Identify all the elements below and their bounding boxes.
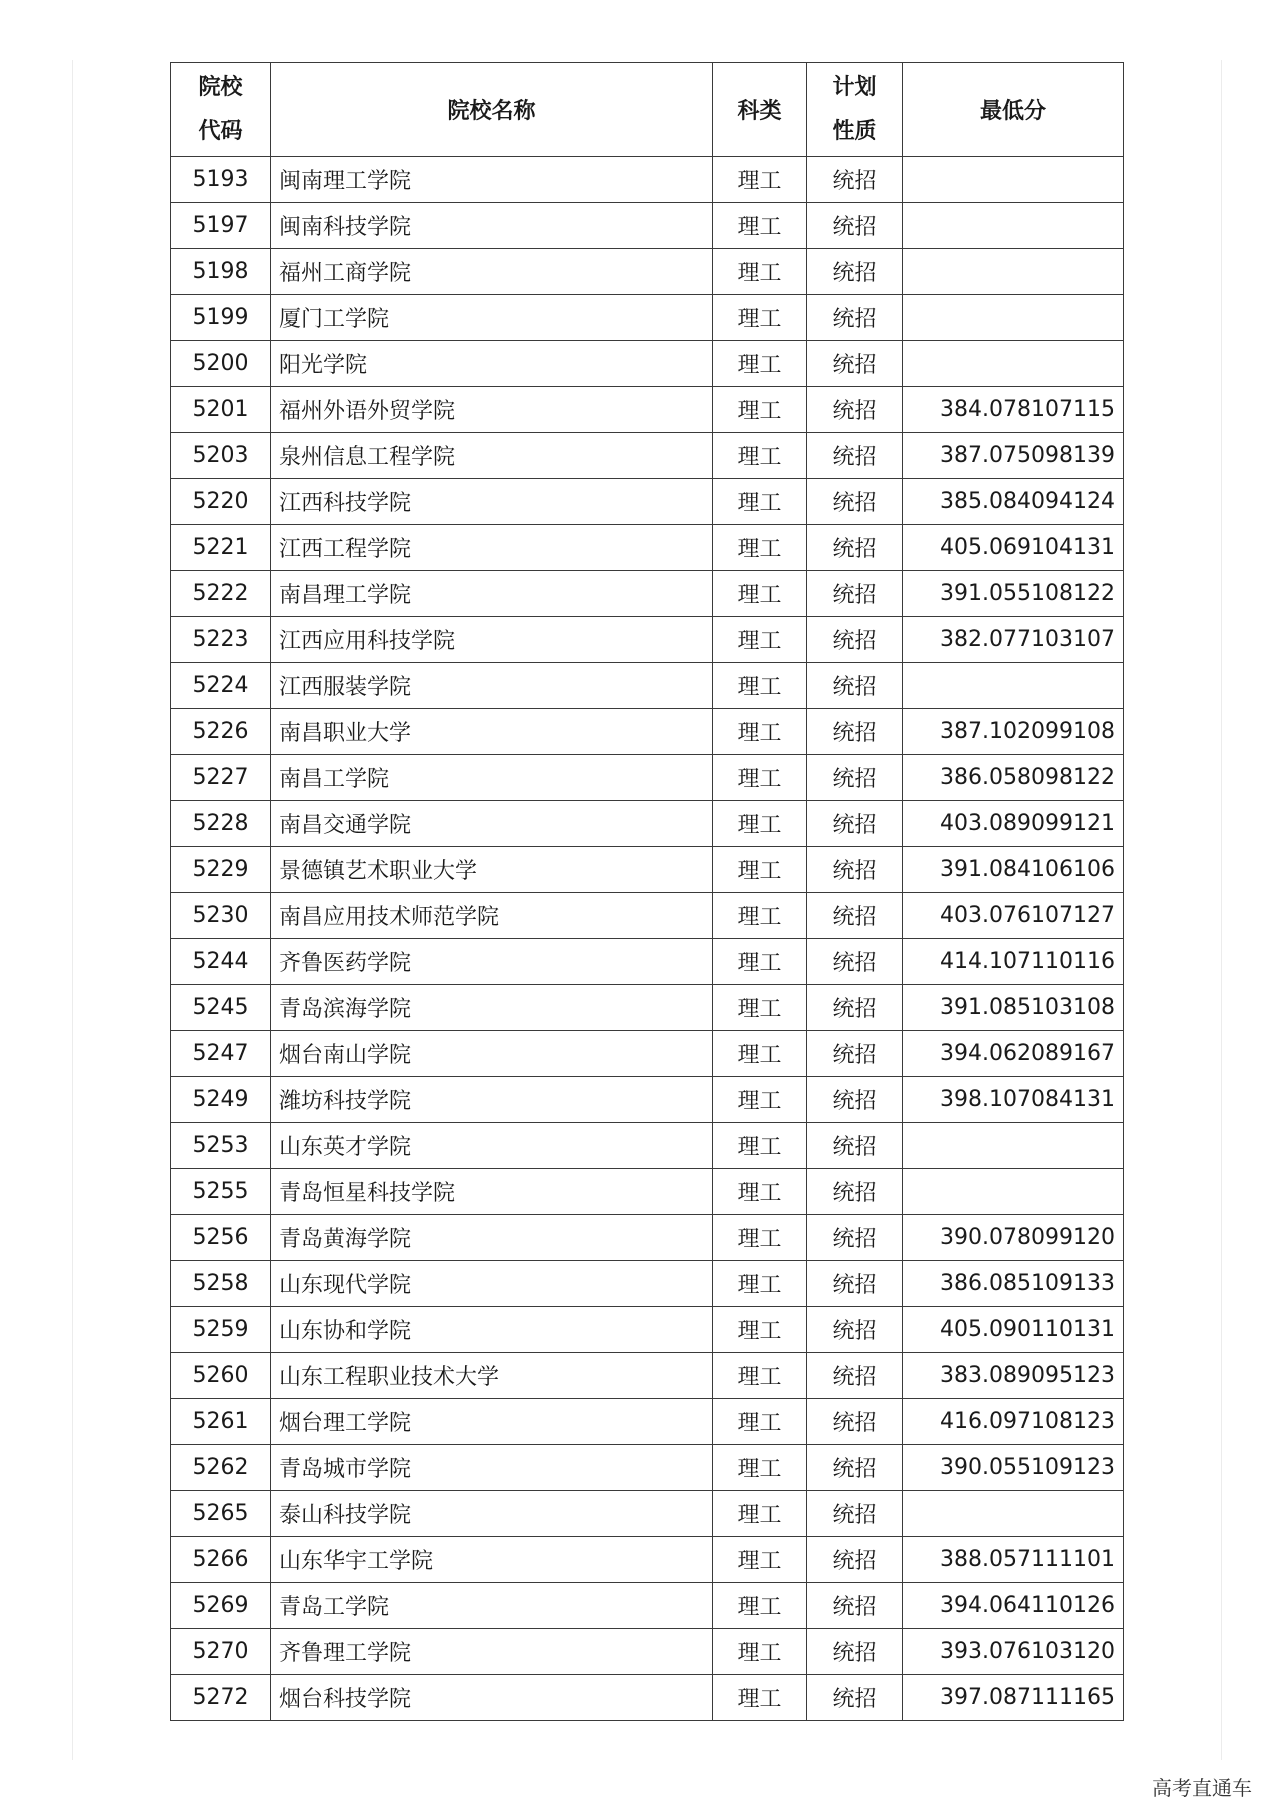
school-code-cell: 5221 (171, 525, 271, 571)
min-score-cell: 386.085109133 (903, 1261, 1124, 1307)
school-name-cell: 青岛滨海学院 (271, 985, 713, 1031)
plan-type-cell: 统招 (807, 617, 903, 663)
school-name-cell: 南昌理工学院 (271, 571, 713, 617)
category-cell: 理工 (713, 663, 807, 709)
min-score-cell (903, 1491, 1124, 1537)
school-code-cell: 5230 (171, 893, 271, 939)
school-name-cell: 江西科技学院 (271, 479, 713, 525)
school-name-cell: 南昌工学院 (271, 755, 713, 801)
table-row (171, 157, 1124, 203)
plan-type-cell: 统招 (807, 203, 903, 249)
school-code-cell: 5247 (171, 1031, 271, 1077)
min-score-cell: 390.078099120 (903, 1215, 1124, 1261)
table-row (171, 1307, 1124, 1353)
plan-type-cell: 统招 (807, 1399, 903, 1445)
plan-type-cell: 统招 (807, 847, 903, 893)
category-cell: 理工 (713, 985, 807, 1031)
category-cell: 理工 (713, 341, 807, 387)
school-name-cell: 闽南科技学院 (271, 203, 713, 249)
plan-type-cell: 统招 (807, 571, 903, 617)
school-name-cell: 齐鲁理工学院 (271, 1629, 713, 1675)
min-score-cell: 390.055109123 (903, 1445, 1124, 1491)
plan-type-cell: 统招 (807, 387, 903, 433)
plan-type-cell: 统招 (807, 1675, 903, 1721)
min-score-cell: 391.085103108 (903, 985, 1124, 1031)
category-cell: 理工 (713, 709, 807, 755)
school-name-cell: 泰山科技学院 (271, 1491, 713, 1537)
plan-type-cell: 统招 (807, 525, 903, 571)
school-code-cell: 5229 (171, 847, 271, 893)
category-cell: 理工 (713, 571, 807, 617)
plan-type-cell: 统招 (807, 1215, 903, 1261)
plan-type-cell: 统招 (807, 1491, 903, 1537)
category-cell: 理工 (713, 525, 807, 571)
min-score-cell (903, 295, 1124, 341)
min-score-cell: 398.107084131 (903, 1077, 1124, 1123)
table-row (171, 1445, 1124, 1491)
category-cell: 理工 (713, 1307, 807, 1353)
school-name-cell: 江西服装学院 (271, 663, 713, 709)
school-code-cell: 5249 (171, 1077, 271, 1123)
plan-type-cell: 统招 (807, 1169, 903, 1215)
school-name-cell: 景德镇艺术职业大学 (271, 847, 713, 893)
min-score-cell (903, 341, 1124, 387)
school-name-cell: 江西工程学院 (271, 525, 713, 571)
category-cell: 理工 (713, 433, 807, 479)
school-code-cell: 5220 (171, 479, 271, 525)
school-name-cell: 闽南理工学院 (271, 157, 713, 203)
min-score-cell: 388.057111101 (903, 1537, 1124, 1583)
school-code-cell: 5198 (171, 249, 271, 295)
school-name-cell: 山东工程职业技术大学 (271, 1353, 713, 1399)
school-code-cell: 5253 (171, 1123, 271, 1169)
category-cell: 理工 (713, 801, 807, 847)
table-row (171, 893, 1124, 939)
school-name-cell: 山东英才学院 (271, 1123, 713, 1169)
school-code-cell: 5255 (171, 1169, 271, 1215)
plan-type-cell: 统招 (807, 1307, 903, 1353)
min-score-cell: 414.107110116 (903, 939, 1124, 985)
min-score-cell: 383.089095123 (903, 1353, 1124, 1399)
plan-type-cell: 统招 (807, 433, 903, 479)
school-name-cell: 南昌交通学院 (271, 801, 713, 847)
category-cell: 理工 (713, 1399, 807, 1445)
table-row (171, 663, 1124, 709)
category-cell: 理工 (713, 893, 807, 939)
school-code-cell: 5199 (171, 295, 271, 341)
category-cell: 理工 (713, 295, 807, 341)
school-code-cell: 5226 (171, 709, 271, 755)
table-row (171, 1675, 1124, 1721)
min-score-cell: 405.090110131 (903, 1307, 1124, 1353)
min-score-cell: 391.055108122 (903, 571, 1124, 617)
school-name-cell: 山东现代学院 (271, 1261, 713, 1307)
category-cell: 理工 (713, 755, 807, 801)
table-row (171, 525, 1124, 571)
table-row (171, 387, 1124, 433)
school-code-cell: 5244 (171, 939, 271, 985)
school-name-cell: 烟台南山学院 (271, 1031, 713, 1077)
school-name-cell: 烟台科技学院 (271, 1675, 713, 1721)
min-score-cell: 385.084094124 (903, 479, 1124, 525)
school-code-cell: 5265 (171, 1491, 271, 1537)
header-min-score: 最低分 (903, 63, 1124, 157)
table-row (171, 985, 1124, 1031)
school-name-cell: 山东协和学院 (271, 1307, 713, 1353)
school-code-cell: 5259 (171, 1307, 271, 1353)
plan-type-cell: 统招 (807, 1583, 903, 1629)
page-margin-left (72, 60, 73, 1760)
table-row (171, 1629, 1124, 1675)
school-name-cell: 南昌职业大学 (271, 709, 713, 755)
table-row (171, 847, 1124, 893)
table-row (171, 1169, 1124, 1215)
school-name-cell: 阳光学院 (271, 341, 713, 387)
min-score-cell: 386.058098122 (903, 755, 1124, 801)
category-cell: 理工 (713, 1077, 807, 1123)
school-code-cell: 5266 (171, 1537, 271, 1583)
plan-type-cell: 统招 (807, 1123, 903, 1169)
table-row (171, 1583, 1124, 1629)
header-school-name: 院校名称 (271, 63, 713, 157)
school-name-cell: 福州外语外贸学院 (271, 387, 713, 433)
school-name-cell: 青岛黄海学院 (271, 1215, 713, 1261)
school-code-cell: 5261 (171, 1399, 271, 1445)
table-row (171, 341, 1124, 387)
header-category: 科类 (713, 63, 807, 157)
plan-type-cell: 统招 (807, 1537, 903, 1583)
school-name-cell: 青岛工学院 (271, 1583, 713, 1629)
table-row (171, 249, 1124, 295)
plan-type-cell: 统招 (807, 295, 903, 341)
min-score-cell (903, 203, 1124, 249)
table-row (171, 709, 1124, 755)
table-body (171, 157, 1124, 1721)
plan-type-cell: 统招 (807, 1031, 903, 1077)
table-row (171, 203, 1124, 249)
school-code-cell: 5193 (171, 157, 271, 203)
school-name-cell: 潍坊科技学院 (271, 1077, 713, 1123)
school-code-cell: 5224 (171, 663, 271, 709)
school-code-cell: 5262 (171, 1445, 271, 1491)
table-row (171, 295, 1124, 341)
school-name-cell: 泉州信息工程学院 (271, 433, 713, 479)
school-code-cell: 5201 (171, 387, 271, 433)
category-cell: 理工 (713, 1445, 807, 1491)
table-row (171, 1077, 1124, 1123)
min-score-cell: 393.076103120 (903, 1629, 1124, 1675)
category-cell: 理工 (713, 1491, 807, 1537)
plan-type-cell: 统招 (807, 755, 903, 801)
category-cell: 理工 (713, 1169, 807, 1215)
category-cell: 理工 (713, 1215, 807, 1261)
plan-type-cell: 统招 (807, 801, 903, 847)
table-row (171, 1537, 1124, 1583)
min-score-cell: 384.078107115 (903, 387, 1124, 433)
plan-type-cell: 统招 (807, 1445, 903, 1491)
school-name-cell: 青岛城市学院 (271, 1445, 713, 1491)
admission-score-table (170, 62, 1124, 1721)
school-code-cell: 5245 (171, 985, 271, 1031)
school-code-cell: 5200 (171, 341, 271, 387)
plan-type-cell: 统招 (807, 1261, 903, 1307)
header-plan-type: 计划 性质 (807, 63, 903, 157)
school-name-cell: 江西应用科技学院 (271, 617, 713, 663)
table-row (171, 433, 1124, 479)
plan-type-cell: 统招 (807, 893, 903, 939)
category-cell: 理工 (713, 847, 807, 893)
school-name-cell: 山东华宇工学院 (271, 1537, 713, 1583)
school-code-cell: 5222 (171, 571, 271, 617)
category-cell: 理工 (713, 387, 807, 433)
min-score-cell: 403.089099121 (903, 801, 1124, 847)
school-code-cell: 5223 (171, 617, 271, 663)
school-name-cell: 烟台理工学院 (271, 1399, 713, 1445)
min-score-cell (903, 249, 1124, 295)
school-code-cell: 5197 (171, 203, 271, 249)
plan-type-cell: 统招 (807, 663, 903, 709)
category-cell: 理工 (713, 1537, 807, 1583)
category-cell: 理工 (713, 1583, 807, 1629)
table-row (171, 939, 1124, 985)
table-row (171, 1353, 1124, 1399)
min-score-cell (903, 157, 1124, 203)
plan-type-cell: 统招 (807, 985, 903, 1031)
min-score-cell (903, 1123, 1124, 1169)
category-cell: 理工 (713, 479, 807, 525)
table-row (171, 617, 1124, 663)
school-code-cell: 5258 (171, 1261, 271, 1307)
min-score-cell: 416.097108123 (903, 1399, 1124, 1445)
plan-type-cell: 统招 (807, 709, 903, 755)
category-cell: 理工 (713, 1675, 807, 1721)
table-row (171, 571, 1124, 617)
min-score-cell: 405.069104131 (903, 525, 1124, 571)
school-name-cell: 南昌应用技术师范学院 (271, 893, 713, 939)
category-cell: 理工 (713, 617, 807, 663)
min-score-cell: 391.084106106 (903, 847, 1124, 893)
min-score-cell: 394.064110126 (903, 1583, 1124, 1629)
school-code-cell: 5203 (171, 433, 271, 479)
table-row (171, 479, 1124, 525)
table-header-row (171, 63, 1124, 157)
min-score-cell: 387.102099108 (903, 709, 1124, 755)
table-row (171, 755, 1124, 801)
min-score-cell: 397.087111165 (903, 1675, 1124, 1721)
category-cell: 理工 (713, 1629, 807, 1675)
min-score-cell (903, 663, 1124, 709)
category-cell: 理工 (713, 1353, 807, 1399)
table-row (171, 1031, 1124, 1077)
plan-type-cell: 统招 (807, 249, 903, 295)
category-cell: 理工 (713, 1031, 807, 1077)
min-score-cell (903, 1169, 1124, 1215)
min-score-cell: 387.075098139 (903, 433, 1124, 479)
school-code-cell: 5227 (171, 755, 271, 801)
plan-type-cell: 统招 (807, 1353, 903, 1399)
category-cell: 理工 (713, 1123, 807, 1169)
category-cell: 理工 (713, 1261, 807, 1307)
plan-type-cell: 统招 (807, 1077, 903, 1123)
school-code-cell: 5270 (171, 1629, 271, 1675)
plan-type-cell: 统招 (807, 341, 903, 387)
category-cell: 理工 (713, 939, 807, 985)
table-row (171, 1399, 1124, 1445)
table-row (171, 1123, 1124, 1169)
table-row (171, 1491, 1124, 1537)
watermark-text: 高考直通车 (1152, 1776, 1252, 1800)
table-row (171, 1215, 1124, 1261)
plan-type-cell: 统招 (807, 939, 903, 985)
school-code-cell: 5228 (171, 801, 271, 847)
plan-type-cell: 统招 (807, 479, 903, 525)
school-name-cell: 齐鲁医药学院 (271, 939, 713, 985)
school-name-cell: 福州工商学院 (271, 249, 713, 295)
category-cell: 理工 (713, 203, 807, 249)
category-cell: 理工 (713, 249, 807, 295)
plan-type-cell: 统招 (807, 157, 903, 203)
school-name-cell: 青岛恒星科技学院 (271, 1169, 713, 1215)
category-cell: 理工 (713, 157, 807, 203)
header-school-code: 院校 代码 (171, 63, 271, 157)
school-code-cell: 5269 (171, 1583, 271, 1629)
plan-type-cell: 统招 (807, 1629, 903, 1675)
table-row (171, 801, 1124, 847)
school-code-cell: 5272 (171, 1675, 271, 1721)
school-code-cell: 5256 (171, 1215, 271, 1261)
school-name-cell: 厦门工学院 (271, 295, 713, 341)
page-margin-right (1221, 60, 1222, 1760)
min-score-cell: 382.077103107 (903, 617, 1124, 663)
table-row (171, 1261, 1124, 1307)
school-code-cell: 5260 (171, 1353, 271, 1399)
min-score-cell: 394.062089167 (903, 1031, 1124, 1077)
min-score-cell: 403.076107127 (903, 893, 1124, 939)
